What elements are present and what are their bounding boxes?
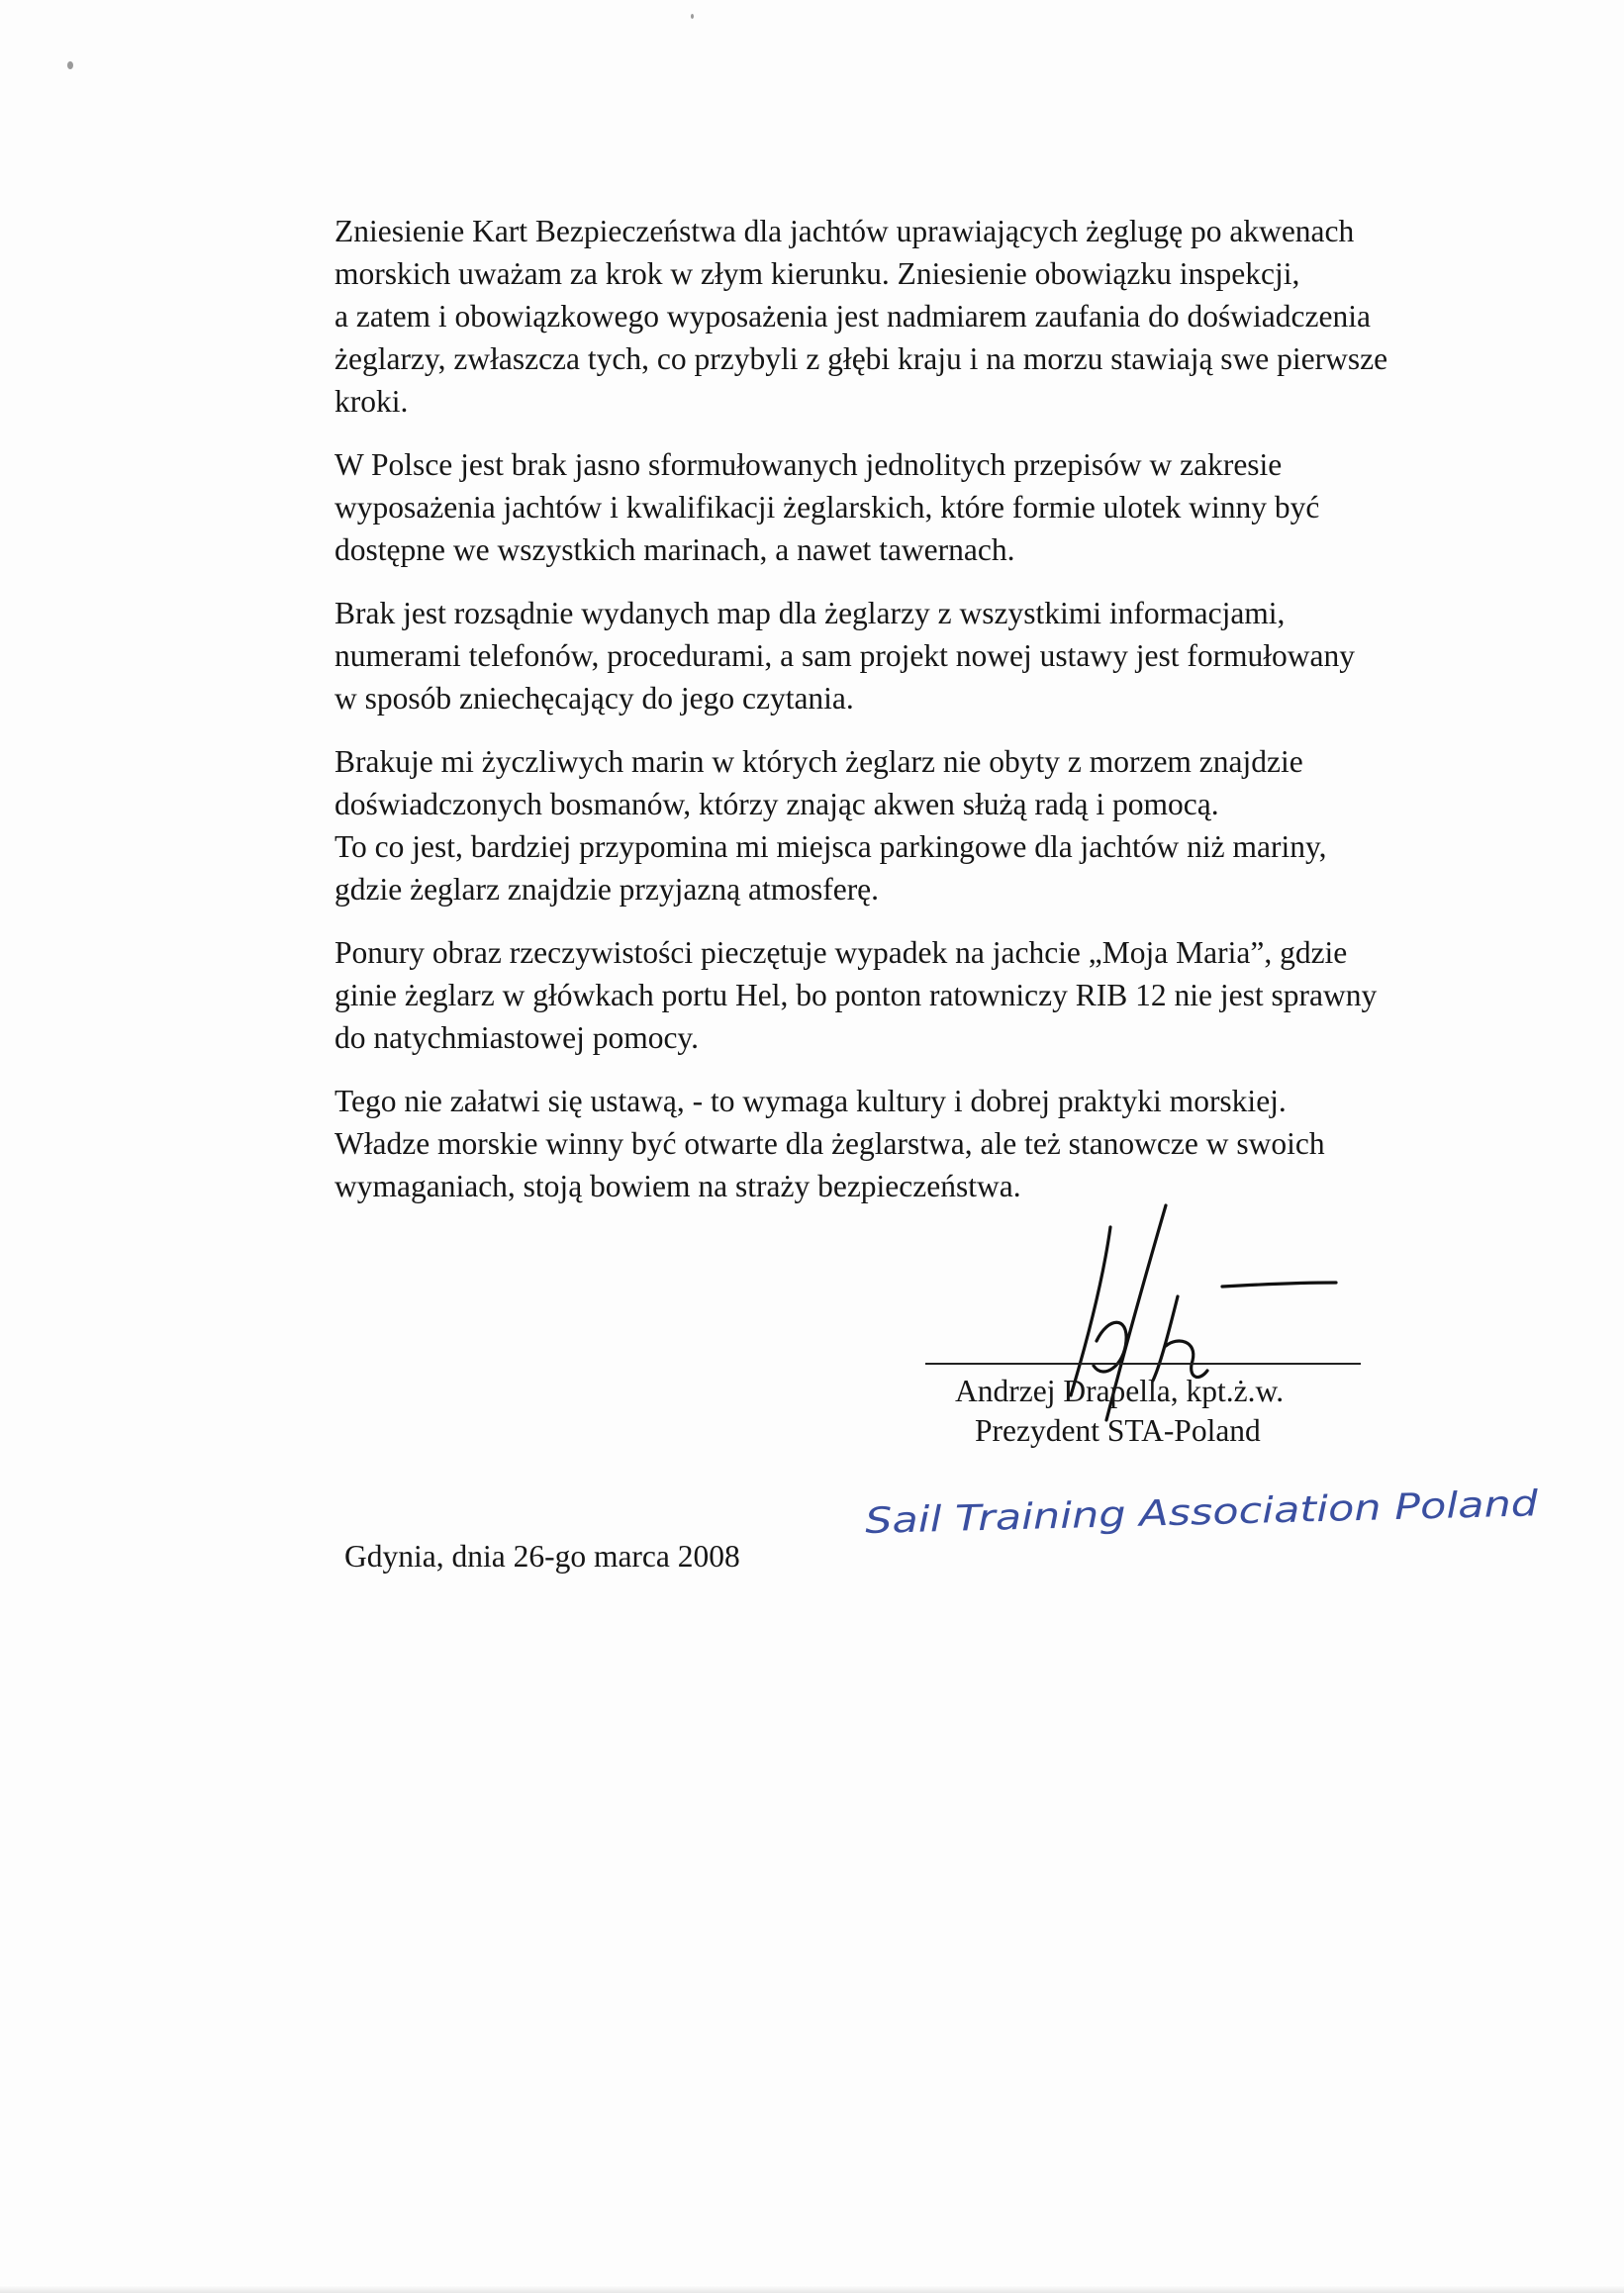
text-line: Brak jest rozsądnie wydanych map dla żeglarzy z wszystkimi informacjami, [334, 596, 1286, 630]
text-line: do natychmiastowej pomocy. [334, 1020, 700, 1055]
text-line: Władze morskie winny być otwarte dla żeglarstwa, ale też stanowcze w swoich [334, 1126, 1325, 1161]
text-line: morskich uważam za krok w złym kierunku. Zniesienie obowiązku inspekcji, [334, 256, 1300, 291]
text-line: gdzie żeglarz znajdzie przyjazną atmosferę. [334, 872, 880, 907]
signatory-title: Prezydent STA-Poland [975, 1413, 1261, 1448]
text-line: To co jest, bardziej przypomina mi miejsca parkingowe dla jachtów niż mariny, [334, 829, 1327, 864]
signature-line [925, 1363, 1361, 1365]
text-line: Ponury obraz rzeczywistości pieczętuje wypadek na jachcie „Moja Maria”, gdzie [334, 935, 1348, 970]
text-line: dostępne we wszystkich marinach, a nawet tawernach. [334, 532, 1015, 567]
text-line: Brakuje mi życzliwych marin w których żeglarz nie obyty z morzem znajdzie [334, 744, 1303, 779]
text-line: Tego nie załatwi się ustawą, - to wymaga kultury i dobrej praktyki morskiej. [334, 1084, 1287, 1118]
text-line: w sposób zniechęcający do jego czytania. [334, 681, 854, 716]
text-line: Zniesienie Kart Bezpieczeństwa dla jachtów uprawiających żeglugę po akwenach [334, 214, 1355, 248]
signatory-name: Andrzej Drapella, kpt.ż.w. [955, 1374, 1285, 1408]
scan-speck [691, 14, 694, 19]
paragraph [334, 931, 1562, 1059]
paragraph [334, 443, 1562, 571]
scan-edge [0, 2285, 1624, 2293]
handwritten-note-text: Sail Training Association Poland [864, 1486, 1430, 1543]
text-line: ginie żeglarz w główkach portu Hel, bo ponton ratowniczy RIB 12 nie jest sprawny [334, 978, 1378, 1012]
text-line: wymaganiach, stoją bowiem na straży bezpieczeństwa. [334, 1169, 1021, 1203]
handwritten-note [861, 1465, 1554, 1554]
letter-body [334, 210, 1562, 1228]
text-line: kroki. [334, 384, 409, 419]
text-line: W Polsce jest brak jasno sformułowanych jednolitych przepisów w zakresie [334, 447, 1283, 482]
place-date: Gdynia, dnia 26-go marca 2008 [344, 1539, 740, 1574]
text-line: wyposażenia jachtów i kwalifikacji żeglarskich, które formie ulotek winny być [334, 490, 1320, 525]
paragraph [334, 1080, 1562, 1207]
paragraph [334, 740, 1562, 910]
text-line: a zatem i obowiązkowego wyposażenia jest nadmiarem zaufania do doświadczenia [334, 299, 1371, 334]
text-line: doświadczonych bosmanów, którzy znając akwen służą radą i pomocą. [334, 787, 1219, 821]
text-line: numerami telefonów, procedurami, a sam projekt nowej ustawy jest formułowany [334, 638, 1356, 673]
signature-stroke [1153, 1296, 1178, 1381]
text-line: żeglarzy, zwłaszcza tych, co przybyli z głębi kraju i na morzu stawiają swe pierwsze [334, 341, 1388, 376]
scan-speck [67, 61, 73, 69]
paragraph [334, 592, 1562, 719]
signature-stroke [1222, 1283, 1336, 1287]
paragraph [334, 210, 1562, 423]
